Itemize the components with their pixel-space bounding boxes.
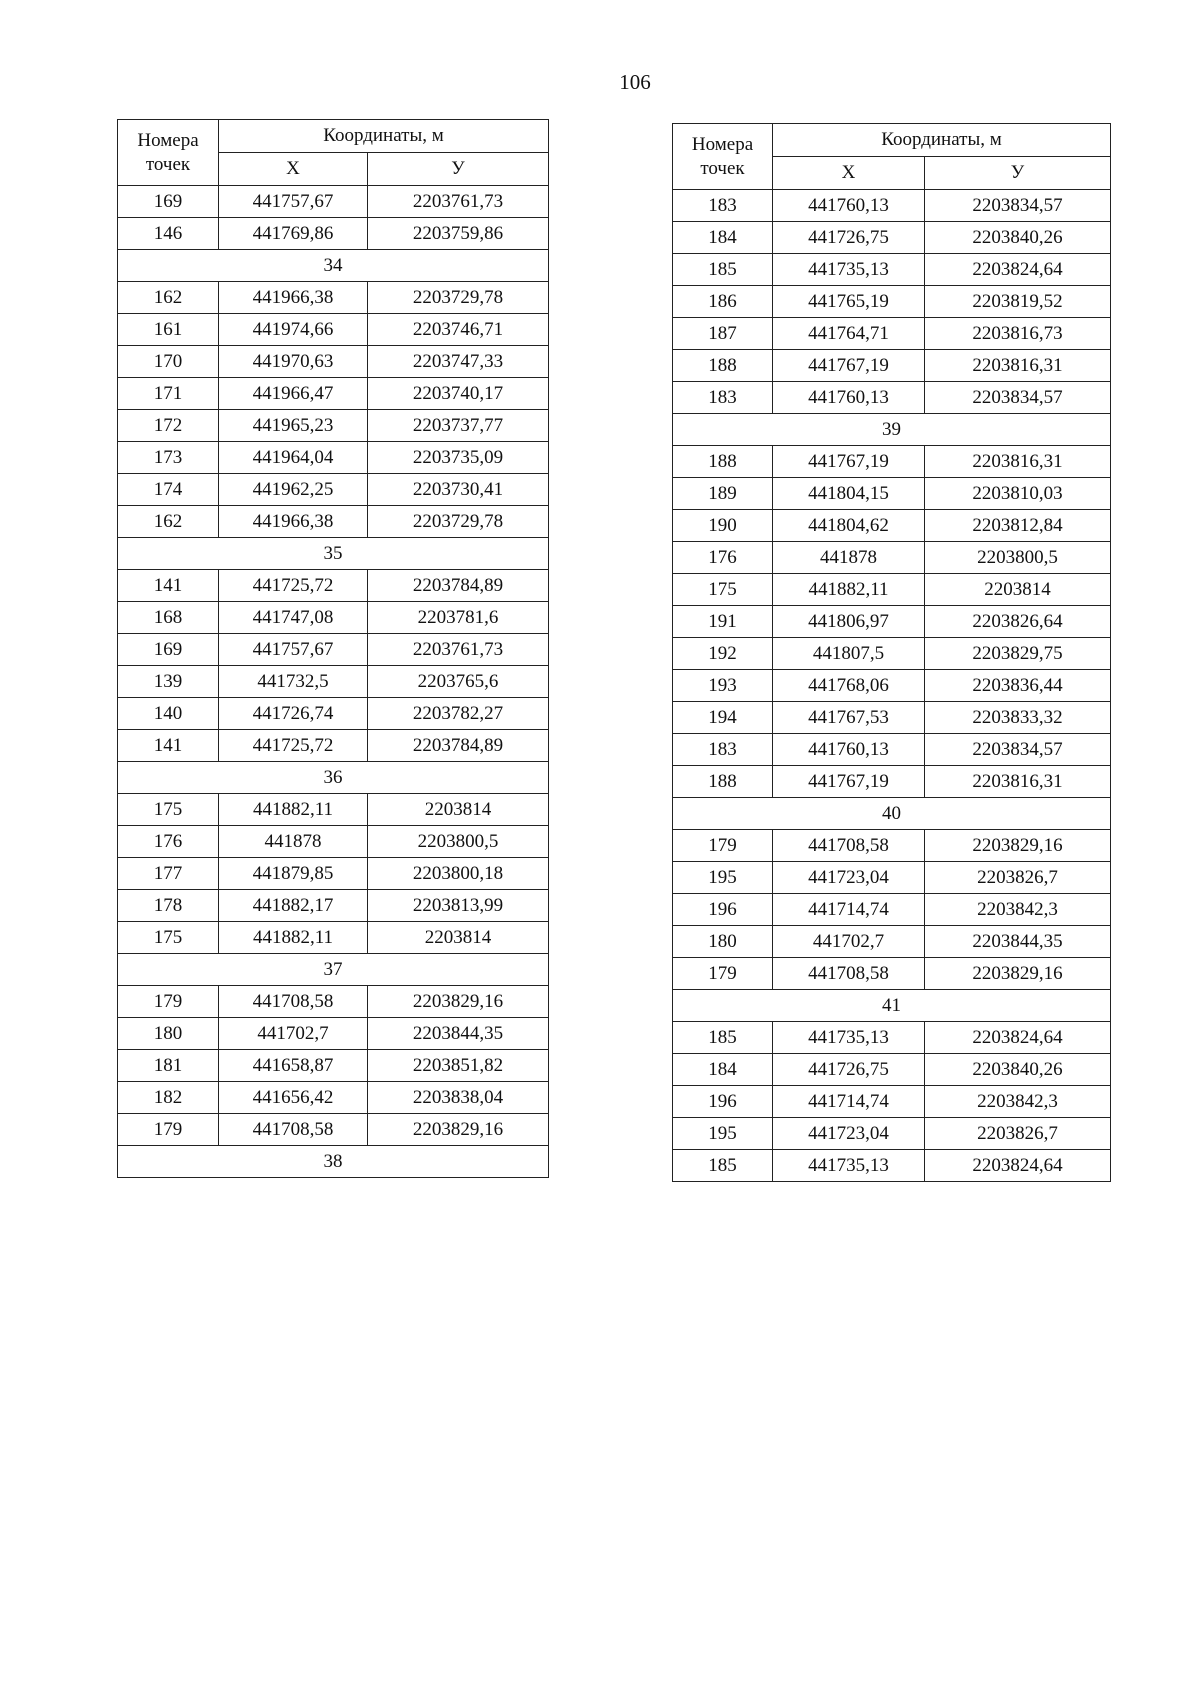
table-row bbox=[673, 830, 1111, 862]
y-coordinate-cell: 2203842,3 bbox=[925, 1086, 1111, 1118]
table-row bbox=[118, 442, 549, 474]
table-row bbox=[673, 1086, 1111, 1118]
y-coordinate-cell: 2203829,75 bbox=[925, 638, 1111, 670]
points-header-line2: точек bbox=[145, 153, 191, 175]
table-row bbox=[673, 510, 1111, 542]
y-coordinate-cell: 2203844,35 bbox=[925, 926, 1111, 958]
x-coordinate-cell: 441735,13 bbox=[773, 1022, 925, 1054]
y-coordinate-cell: 2203851,82 bbox=[368, 1050, 549, 1082]
table-row bbox=[673, 862, 1111, 894]
y-coordinate-cell: 2203834,57 bbox=[925, 734, 1111, 766]
point-number-cell: 192 bbox=[673, 638, 773, 670]
y-coordinate-cell: 2203816,31 bbox=[925, 766, 1111, 798]
table-row bbox=[673, 1022, 1111, 1054]
table-row bbox=[673, 286, 1111, 318]
x-coordinate-cell: 441767,19 bbox=[773, 446, 925, 478]
y-coordinate-cell: 2203826,7 bbox=[925, 862, 1111, 894]
x-coordinate-cell: 441804,15 bbox=[773, 478, 925, 510]
y-coordinate-cell: 2203840,26 bbox=[925, 1054, 1111, 1086]
table-row bbox=[673, 542, 1111, 574]
point-number-cell: 175 bbox=[118, 794, 219, 826]
x-coordinate-cell: 441767,53 bbox=[773, 702, 925, 734]
coordinates-table-left bbox=[117, 119, 549, 1178]
point-number-cell: 169 bbox=[118, 186, 219, 218]
point-number-cell: 187 bbox=[673, 318, 773, 350]
points-header-line1: Номера bbox=[691, 133, 754, 155]
section-number: 36 bbox=[118, 762, 549, 794]
table-row bbox=[673, 254, 1111, 286]
x-header: X bbox=[773, 157, 925, 190]
table-row bbox=[673, 1054, 1111, 1086]
y-coordinate-cell: 2203761,73 bbox=[368, 634, 549, 666]
x-coordinate-cell: 441882,11 bbox=[219, 794, 368, 826]
point-number-cell: 196 bbox=[673, 1086, 773, 1118]
point-number-cell: 181 bbox=[118, 1050, 219, 1082]
coords-header: Координаты, м bbox=[219, 120, 549, 153]
x-coordinate-cell: 441965,23 bbox=[219, 410, 368, 442]
x-coordinate-cell: 441714,74 bbox=[773, 894, 925, 926]
y-coordinate-cell: 2203800,5 bbox=[368, 826, 549, 858]
point-number-cell: 177 bbox=[118, 858, 219, 890]
coords-header: Координаты, м bbox=[773, 124, 1111, 157]
section-number: 41 bbox=[673, 990, 1111, 1022]
x-coordinate-cell: 441708,58 bbox=[219, 1114, 368, 1146]
table-row bbox=[118, 186, 549, 218]
table-row bbox=[118, 1114, 549, 1146]
point-number-cell: 185 bbox=[673, 1150, 773, 1182]
table-row bbox=[673, 606, 1111, 638]
y-coordinate-cell: 2203819,52 bbox=[925, 286, 1111, 318]
table-row bbox=[118, 794, 549, 826]
x-coordinate-cell: 441760,13 bbox=[773, 382, 925, 414]
point-number-cell: 176 bbox=[118, 826, 219, 858]
point-number-cell: 172 bbox=[118, 410, 219, 442]
x-coordinate-cell: 441882,11 bbox=[219, 922, 368, 954]
table-row bbox=[673, 958, 1111, 990]
x-coordinate-cell: 441970,63 bbox=[219, 346, 368, 378]
point-number-cell: 189 bbox=[673, 478, 773, 510]
point-number-cell: 183 bbox=[673, 190, 773, 222]
y-coordinate-cell: 2203759,86 bbox=[368, 218, 549, 250]
point-number-cell: 161 bbox=[118, 314, 219, 346]
point-number-cell: 185 bbox=[673, 1022, 773, 1054]
points-header-line2: точек bbox=[700, 157, 745, 179]
y-coordinate-cell: 2203729,78 bbox=[368, 506, 549, 538]
x-coordinate-cell: 441966,38 bbox=[219, 282, 368, 314]
point-number-cell: 162 bbox=[118, 282, 219, 314]
table-row bbox=[673, 574, 1111, 606]
x-coordinate-cell: 441658,87 bbox=[219, 1050, 368, 1082]
x-coordinate-cell: 441767,19 bbox=[773, 766, 925, 798]
y-coordinate-cell: 2203730,41 bbox=[368, 474, 549, 506]
table-row bbox=[118, 1082, 549, 1114]
x-coordinate-cell: 441656,42 bbox=[219, 1082, 368, 1114]
table-row bbox=[118, 378, 549, 410]
point-number-cell: 169 bbox=[118, 634, 219, 666]
point-number-cell: 141 bbox=[118, 570, 219, 602]
section-row bbox=[118, 538, 549, 570]
point-number-cell: 184 bbox=[673, 1054, 773, 1086]
x-coordinate-cell: 441747,08 bbox=[219, 602, 368, 634]
table-row bbox=[118, 282, 549, 314]
point-number-cell: 178 bbox=[118, 890, 219, 922]
x-coordinate-cell: 441882,11 bbox=[773, 574, 925, 606]
table-row bbox=[118, 1050, 549, 1082]
x-coordinate-cell: 441726,75 bbox=[773, 222, 925, 254]
table-row bbox=[673, 638, 1111, 670]
y-coordinate-cell: 2203747,33 bbox=[368, 346, 549, 378]
y-coordinate-cell: 2203826,64 bbox=[925, 606, 1111, 638]
y-coordinate-cell: 2203740,17 bbox=[368, 378, 549, 410]
table-row bbox=[673, 926, 1111, 958]
table-row bbox=[118, 1018, 549, 1050]
x-coordinate-cell: 441708,58 bbox=[773, 958, 925, 990]
point-number-cell: 190 bbox=[673, 510, 773, 542]
table-row bbox=[673, 894, 1111, 926]
points-header-line1: Номера bbox=[137, 129, 199, 151]
x-header: X bbox=[219, 153, 368, 186]
table-row bbox=[673, 670, 1111, 702]
section-row bbox=[118, 762, 549, 794]
point-number-cell: 182 bbox=[118, 1082, 219, 1114]
point-number-cell: 139 bbox=[118, 666, 219, 698]
y-coordinate-cell: 2203824,64 bbox=[925, 1022, 1111, 1054]
x-coordinate-cell: 441725,72 bbox=[219, 730, 368, 762]
y-coordinate-cell: 2203824,64 bbox=[925, 1150, 1111, 1182]
point-number-cell: 168 bbox=[118, 602, 219, 634]
point-number-cell: 185 bbox=[673, 254, 773, 286]
y-coordinate-cell: 2203765,6 bbox=[368, 666, 549, 698]
x-coordinate-cell: 441735,13 bbox=[773, 1150, 925, 1182]
table-row bbox=[673, 382, 1111, 414]
y-coordinate-cell: 2203810,03 bbox=[925, 478, 1111, 510]
y-coordinate-cell: 2203746,71 bbox=[368, 314, 549, 346]
y-coordinate-cell: 2203829,16 bbox=[368, 986, 549, 1018]
x-coordinate-cell: 441769,86 bbox=[219, 218, 368, 250]
point-number-cell: 179 bbox=[673, 830, 773, 862]
x-coordinate-cell: 441878 bbox=[773, 542, 925, 574]
x-coordinate-cell: 441974,66 bbox=[219, 314, 368, 346]
section-row bbox=[118, 954, 549, 986]
x-coordinate-cell: 441804,62 bbox=[773, 510, 925, 542]
y-coordinate-cell: 2203829,16 bbox=[925, 830, 1111, 862]
point-number-cell: 195 bbox=[673, 1118, 773, 1150]
y-coordinate-cell: 2203836,44 bbox=[925, 670, 1111, 702]
point-number-cell: 188 bbox=[673, 766, 773, 798]
y-coordinate-cell: 2203814 bbox=[368, 794, 549, 826]
table-row bbox=[118, 666, 549, 698]
table-row bbox=[118, 506, 549, 538]
table-row bbox=[673, 318, 1111, 350]
section-row bbox=[118, 1146, 549, 1178]
point-number-cell: 179 bbox=[118, 986, 219, 1018]
x-coordinate-cell: 441760,13 bbox=[773, 734, 925, 766]
y-coordinate-cell: 2203784,89 bbox=[368, 570, 549, 602]
table-row bbox=[673, 350, 1111, 382]
table-row bbox=[118, 986, 549, 1018]
y-coordinate-cell: 2203782,27 bbox=[368, 698, 549, 730]
section-row bbox=[673, 990, 1111, 1022]
page-number: 106 bbox=[619, 70, 651, 94]
x-coordinate-cell: 441962,25 bbox=[219, 474, 368, 506]
point-number-cell: 196 bbox=[673, 894, 773, 926]
point-number-cell: 176 bbox=[673, 542, 773, 574]
y-header: У bbox=[925, 157, 1111, 190]
point-number-cell: 174 bbox=[118, 474, 219, 506]
x-coordinate-cell: 441767,19 bbox=[773, 350, 925, 382]
y-coordinate-cell: 2203813,99 bbox=[368, 890, 549, 922]
y-coordinate-cell: 2203824,64 bbox=[925, 254, 1111, 286]
table-row bbox=[118, 410, 549, 442]
table-row bbox=[673, 222, 1111, 254]
point-number-cell: 180 bbox=[118, 1018, 219, 1050]
section-row bbox=[118, 250, 549, 282]
table-row bbox=[118, 570, 549, 602]
x-coordinate-cell: 441879,85 bbox=[219, 858, 368, 890]
section-number: 37 bbox=[118, 954, 549, 986]
point-number-cell: 171 bbox=[118, 378, 219, 410]
point-number-cell: 183 bbox=[673, 734, 773, 766]
table-row bbox=[118, 218, 549, 250]
y-coordinate-cell: 2203816,73 bbox=[925, 318, 1111, 350]
table-row bbox=[118, 922, 549, 954]
y-header: У bbox=[368, 153, 549, 186]
x-coordinate-cell: 441726,75 bbox=[773, 1054, 925, 1086]
point-number-cell: 180 bbox=[673, 926, 773, 958]
y-coordinate-cell: 2203800,5 bbox=[925, 542, 1111, 574]
x-coordinate-cell: 441723,04 bbox=[773, 862, 925, 894]
point-number-cell: 162 bbox=[118, 506, 219, 538]
x-coordinate-cell: 441757,67 bbox=[219, 186, 368, 218]
table-row bbox=[118, 474, 549, 506]
x-coordinate-cell: 441966,38 bbox=[219, 506, 368, 538]
y-coordinate-cell: 2203812,84 bbox=[925, 510, 1111, 542]
x-coordinate-cell: 441757,67 bbox=[219, 634, 368, 666]
point-number-cell: 186 bbox=[673, 286, 773, 318]
y-coordinate-cell: 2203838,04 bbox=[368, 1082, 549, 1114]
header-row bbox=[673, 124, 1111, 157]
table-row bbox=[673, 446, 1111, 478]
section-number: 34 bbox=[118, 250, 549, 282]
section-row bbox=[673, 414, 1111, 446]
coordinates-table-right bbox=[672, 123, 1111, 1182]
x-coordinate-cell: 441765,19 bbox=[773, 286, 925, 318]
point-number-cell: 193 bbox=[673, 670, 773, 702]
table-row bbox=[118, 634, 549, 666]
y-coordinate-cell: 2203729,78 bbox=[368, 282, 549, 314]
point-number-cell: 195 bbox=[673, 862, 773, 894]
section-number: 39 bbox=[673, 414, 1111, 446]
y-coordinate-cell: 2203834,57 bbox=[925, 382, 1111, 414]
point-number-cell: 188 bbox=[673, 350, 773, 382]
y-coordinate-cell: 2203829,16 bbox=[368, 1114, 549, 1146]
table-row bbox=[118, 730, 549, 762]
header-row bbox=[118, 120, 549, 153]
x-coordinate-cell: 441735,13 bbox=[773, 254, 925, 286]
point-number-cell: 173 bbox=[118, 442, 219, 474]
point-number-cell: 146 bbox=[118, 218, 219, 250]
x-coordinate-cell: 441806,97 bbox=[773, 606, 925, 638]
x-coordinate-cell: 441760,13 bbox=[773, 190, 925, 222]
x-coordinate-cell: 441723,04 bbox=[773, 1118, 925, 1150]
table-row bbox=[673, 1118, 1111, 1150]
point-number-cell: 170 bbox=[118, 346, 219, 378]
x-coordinate-cell: 441726,74 bbox=[219, 698, 368, 730]
y-coordinate-cell: 2203833,32 bbox=[925, 702, 1111, 734]
point-number-cell: 175 bbox=[673, 574, 773, 606]
table-body-left bbox=[118, 120, 549, 1178]
x-coordinate-cell: 441878 bbox=[219, 826, 368, 858]
x-coordinate-cell: 441702,7 bbox=[773, 926, 925, 958]
x-coordinate-cell: 441807,5 bbox=[773, 638, 925, 670]
point-number-cell: 179 bbox=[673, 958, 773, 990]
section-row bbox=[673, 798, 1111, 830]
point-number-cell: 188 bbox=[673, 446, 773, 478]
section-number: 40 bbox=[673, 798, 1111, 830]
point-number-cell: 175 bbox=[118, 922, 219, 954]
point-number-cell: 141 bbox=[118, 730, 219, 762]
points-header bbox=[673, 124, 773, 190]
x-coordinate-cell: 441764,71 bbox=[773, 318, 925, 350]
x-coordinate-cell: 441725,72 bbox=[219, 570, 368, 602]
table-row bbox=[673, 702, 1111, 734]
x-coordinate-cell: 441702,7 bbox=[219, 1018, 368, 1050]
point-number-cell: 184 bbox=[673, 222, 773, 254]
point-number-cell: 194 bbox=[673, 702, 773, 734]
x-coordinate-cell: 441714,74 bbox=[773, 1086, 925, 1118]
y-coordinate-cell: 2203844,35 bbox=[368, 1018, 549, 1050]
y-coordinate-cell: 2203816,31 bbox=[925, 350, 1111, 382]
point-number-cell: 183 bbox=[673, 382, 773, 414]
y-coordinate-cell: 2203826,7 bbox=[925, 1118, 1111, 1150]
y-coordinate-cell: 2203814 bbox=[925, 574, 1111, 606]
table-row bbox=[673, 734, 1111, 766]
table-row bbox=[673, 190, 1111, 222]
point-number-cell: 140 bbox=[118, 698, 219, 730]
points-header bbox=[118, 120, 219, 186]
table-row bbox=[118, 826, 549, 858]
y-coordinate-cell: 2203784,89 bbox=[368, 730, 549, 762]
table-row bbox=[118, 346, 549, 378]
x-coordinate-cell: 441732,5 bbox=[219, 666, 368, 698]
y-coordinate-cell: 2203816,31 bbox=[925, 446, 1111, 478]
table-row bbox=[673, 1150, 1111, 1182]
y-coordinate-cell: 2203735,09 bbox=[368, 442, 549, 474]
table-row bbox=[118, 314, 549, 346]
y-coordinate-cell: 2203834,57 bbox=[925, 190, 1111, 222]
x-coordinate-cell: 441964,04 bbox=[219, 442, 368, 474]
point-number-cell: 179 bbox=[118, 1114, 219, 1146]
table-body-right bbox=[673, 124, 1111, 1182]
y-coordinate-cell: 2203829,16 bbox=[925, 958, 1111, 990]
x-coordinate-cell: 441708,58 bbox=[219, 986, 368, 1018]
table-row bbox=[118, 602, 549, 634]
table-row bbox=[673, 766, 1111, 798]
y-coordinate-cell: 2203800,18 bbox=[368, 858, 549, 890]
table-row bbox=[118, 698, 549, 730]
table-row bbox=[118, 858, 549, 890]
section-number: 35 bbox=[118, 538, 549, 570]
y-coordinate-cell: 2203840,26 bbox=[925, 222, 1111, 254]
y-coordinate-cell: 2203781,6 bbox=[368, 602, 549, 634]
x-coordinate-cell: 441768,06 bbox=[773, 670, 925, 702]
y-coordinate-cell: 2203814 bbox=[368, 922, 549, 954]
y-coordinate-cell: 2203842,3 bbox=[925, 894, 1111, 926]
y-coordinate-cell: 2203737,77 bbox=[368, 410, 549, 442]
point-number-cell: 191 bbox=[673, 606, 773, 638]
x-coordinate-cell: 441882,17 bbox=[219, 890, 368, 922]
table-row bbox=[673, 478, 1111, 510]
table-row bbox=[118, 890, 549, 922]
section-number: 38 bbox=[118, 1146, 549, 1178]
x-coordinate-cell: 441966,47 bbox=[219, 378, 368, 410]
y-coordinate-cell: 2203761,73 bbox=[368, 186, 549, 218]
x-coordinate-cell: 441708,58 bbox=[773, 830, 925, 862]
